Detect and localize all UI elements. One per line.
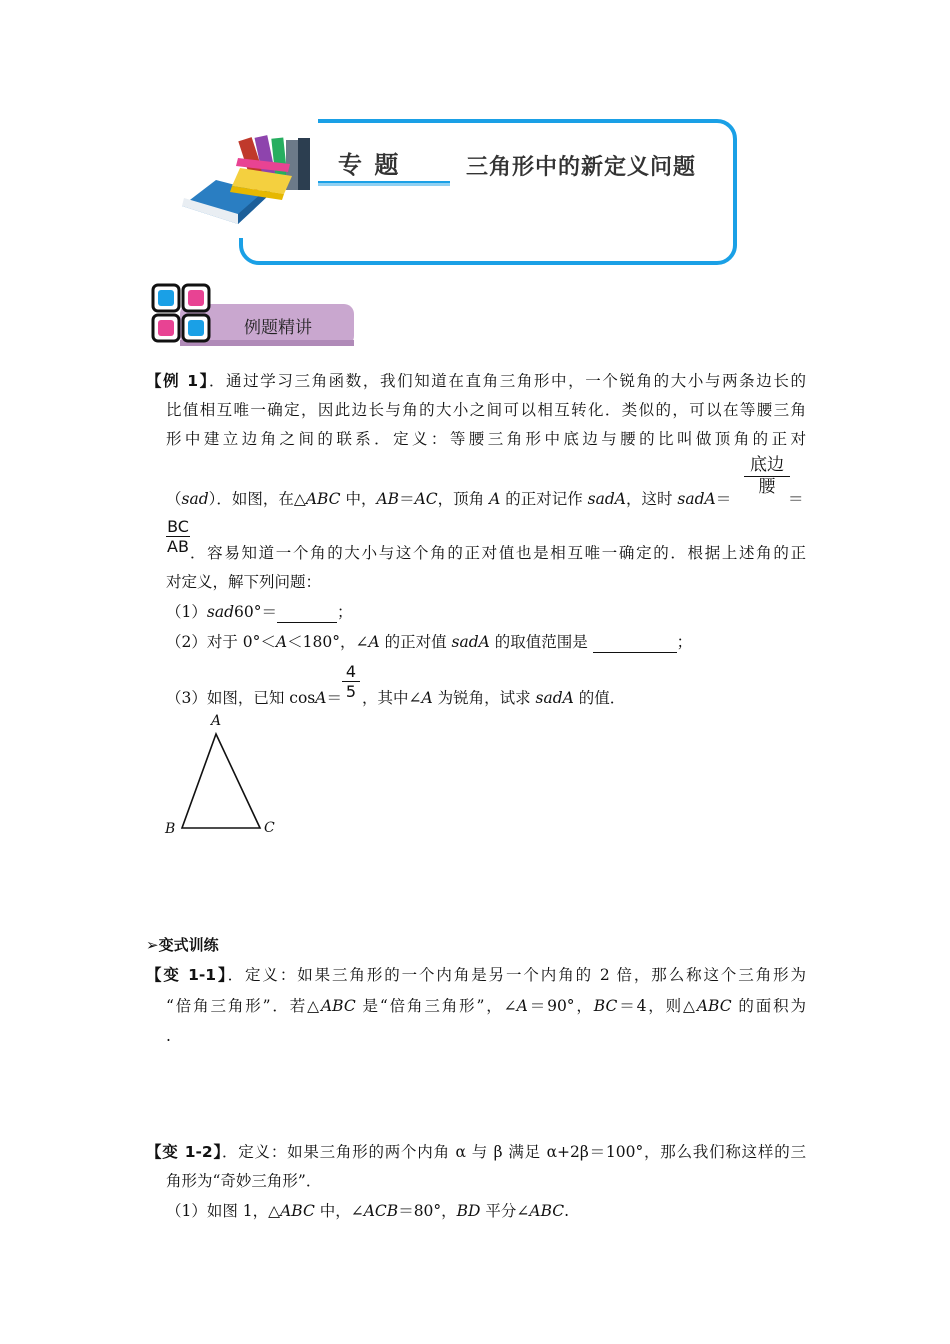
answer-blank-2[interactable] [593,632,677,653]
ex1-line-2: 比值相互唯一确定，因此边长与角的大小之间可以相互转化．类似的，可以在等腰三角 [166,401,806,419]
v11-line-2: “倍角三角形”．若△ABC 是“倍角三角形”，∠A＝90°，BC＝4，则△ABC 的面积为 [166,997,806,1015]
section-label: 例题精讲 [244,318,312,338]
vertex-a-label: A [211,713,222,729]
answer-blank-1[interactable] [277,602,337,623]
v11-line-3: . [166,1027,171,1045]
fraction-four-fifths: 4 5 [342,662,360,701]
triangle-abc [182,734,260,828]
ex1-q3: （3）如图，已知 cosA＝ ，其中∠A 为锐角，试求 sadA 的值． [166,689,626,707]
ex1-q2: （2）对于 0°＜A＜180°，∠A 的正对值 sadA 的取值范围是 ； [166,633,693,651]
v11-line-1: 【变 1-1】．定义：如果三角形的一个内角是另一个内角的 2 倍，那么称这个三角形为 [146,966,806,984]
ex1-equals-2: ＝ [788,490,804,508]
v12-line-1: 【变 1-2】．定义：如果三角形的两个内角 α 与 β 满足 α+2β＝100°，那么我们称这样的三 [146,1143,806,1161]
vertex-c-label: C [264,820,275,836]
books-icon [180,128,330,228]
fraction-bc-over-ab: BC AB [167,517,189,556]
fraction-base-over-leg: 底边 腰 [744,455,790,498]
grid-icon [150,282,214,346]
v12-line-2: 角形为“奇妙三角形”． [166,1172,322,1190]
ex1-line-6: 对定义，解下列问题： [166,573,322,591]
ex1-line-5: ．容易知道一个角的大小与这个角的正对值也是相互唯一确定的．根据上述角的正 [190,544,806,562]
ex1-line-3: 形中建立边角之间的联系．定义：等腰三角形中底边与腰的比叫做顶角的正对 [166,430,806,448]
topic-title: 三角形中的新定义问题 [466,155,697,180]
ex1-q1: （1）sad60°＝ ； [166,603,353,621]
vertex-b-label: B [165,821,176,837]
topic-tag: 专 题 [338,151,401,179]
ex1-line-1: 【例 1】．通过学习三角函数，我们知道在直角三角形中，一个锐角的大小与两条边长的 [146,372,806,390]
practice-heading: ➢变式训练 [146,936,219,954]
ex1-line-4: （sad）．如图，在△ABC 中，AB＝AC，顶角 A 的正对记作 sadA，这时 sadA＝ [166,490,732,508]
v12-line-3: （1）如图 1，△ABC 中，∠ACB＝80°，BD 平分∠ABC. [166,1202,570,1220]
